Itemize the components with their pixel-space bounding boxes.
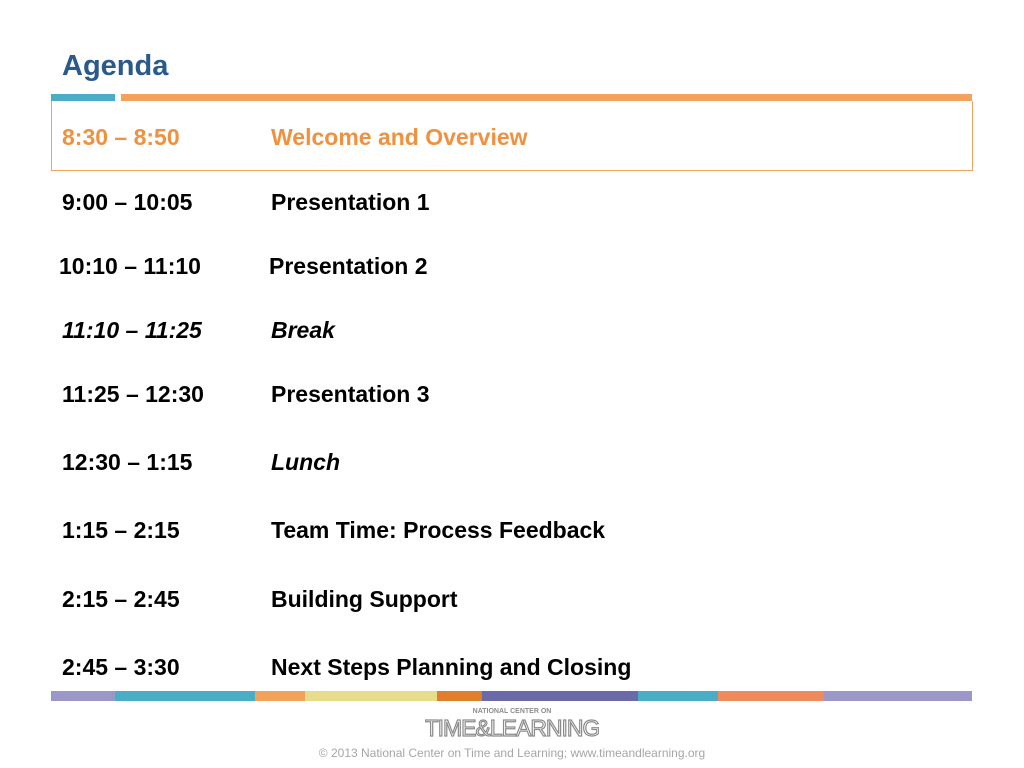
agenda-time: 12:30 – 1:15 (62, 449, 193, 475)
bottom-bar-segment (255, 691, 305, 701)
agenda-item: Team Time: Process Feedback (271, 517, 606, 543)
agenda-item: Break (271, 317, 335, 343)
bottom-bar-segment (437, 691, 482, 701)
agenda-item: Welcome and Overview (271, 124, 528, 150)
time-and-learning-logo (425, 704, 599, 742)
bottom-bar-segment (824, 691, 972, 701)
bottom-color-bar (51, 691, 972, 701)
bottom-bar-segment (305, 691, 437, 701)
agenda-item: Lunch (271, 449, 340, 475)
agenda-time: 2:15 – 2:45 (62, 586, 180, 612)
agenda-item: Presentation 3 (271, 381, 430, 407)
logo-top-text: NATIONAL CENTER ON (472, 708, 552, 715)
agenda-time: 2:45 – 3:30 (62, 654, 180, 680)
agenda-item: Next Steps Planning and Closing (271, 654, 632, 680)
agenda-time: 9:00 – 10:05 (62, 189, 193, 215)
logo-main-text: TIME&LEARNING (425, 715, 599, 741)
bottom-bar-segment (638, 691, 718, 701)
agenda-time: 1:15 – 2:15 (62, 517, 180, 543)
top-accent-bar-orange (121, 94, 972, 101)
copyright-footer: © 2013 National Center on Time and Learning; www.timeandlearning.org (318, 746, 706, 760)
bottom-bar-segment (51, 691, 115, 701)
agenda-time: 10:10 – 11:10 (59, 253, 201, 279)
agenda-time: 11:25 – 12:30 (62, 381, 204, 407)
bottom-bar-segment (115, 691, 255, 701)
slide-title: Agenda (62, 50, 169, 82)
agenda-time: 11:10 – 11:25 (62, 317, 202, 343)
agenda-item: Building Support (271, 586, 458, 612)
bottom-bar-segment (718, 691, 824, 701)
bottom-bar-segment (482, 691, 638, 701)
top-accent-bar-teal (51, 94, 115, 101)
agenda-time: 8:30 – 8:50 (62, 124, 180, 150)
agenda-item: Presentation 1 (271, 189, 430, 215)
agenda-item: Presentation 2 (269, 253, 428, 279)
